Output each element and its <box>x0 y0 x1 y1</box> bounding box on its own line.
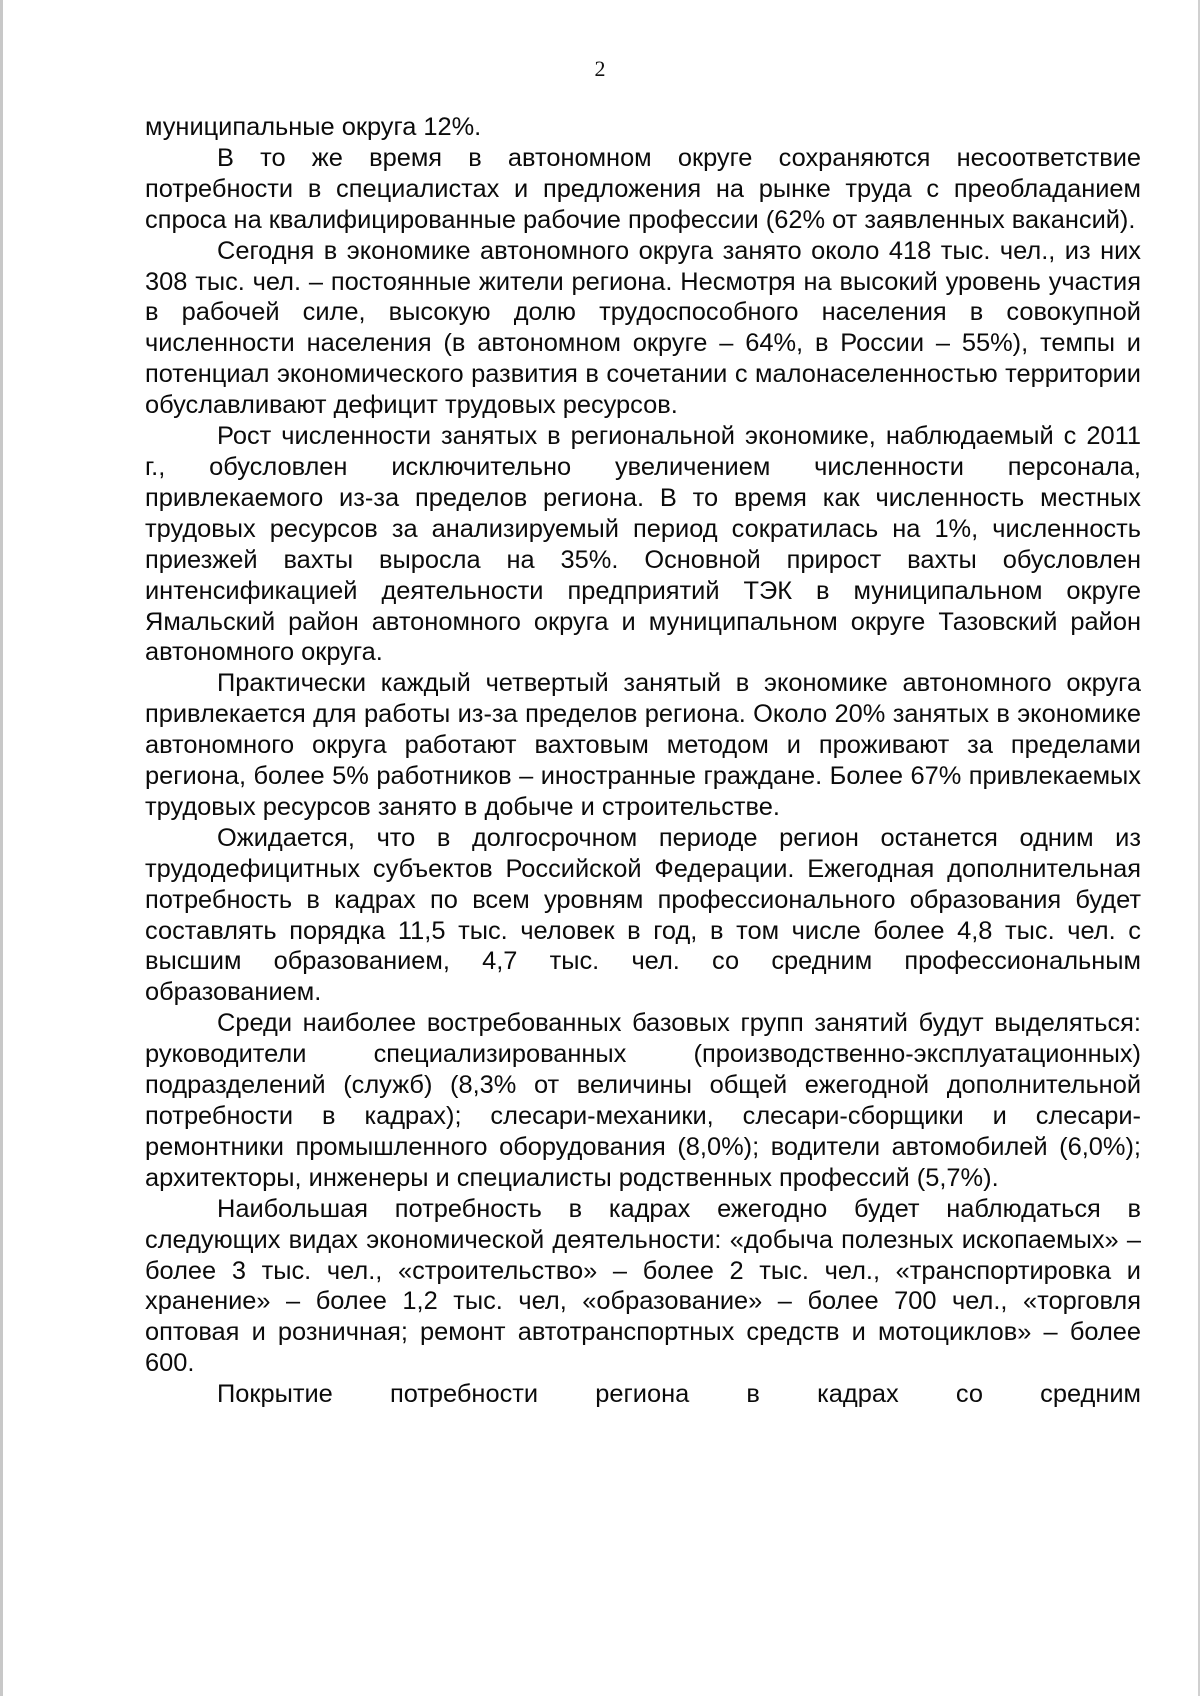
paragraph-economic-activities: Наибольшая потребность в кадрах ежегодно будет наблюдаться в следующих видах экономической деятельности: «добыча полезных ископаемых» – более 3 тыс. чел., «строительство» – более 2 тыс. чел., «транспортировка и хранение» – более 1,2 тыс. чел, «образование» – более 700 чел., «торговля оптовая и розничная; ремонт автотранспортных средств и мотоциклов» – более 600. <box>145 1194 1141 1378</box>
paragraph-long-term-forecast: Ожидается, что в долгосрочном периоде регион останется одним из трудодефицитных субъектов Российской Федерации. Ежегодная дополнительная потребность в кадрах по всем уровням профессионального образования будет составлять порядка 11,5 тыс. человек в год, в том числе более 4,8 тыс. чел. с высшим образованием, 4,7 тыс. чел. со средним профессиональным образованием. <box>145 823 1141 1007</box>
paragraph-labor-mismatch: В то же время в автономном округе сохраняются несоответствие потребности в специалистах и предложения на рынке труда с преобладанием спроса на квалифицированные рабочие профессии (62% от заявленных вакансий). <box>145 143 1141 234</box>
paragraph-employment-today: Сегодня в экономике автономного округа занято около 418 тыс. чел., из них 308 тыс. чел. – постоянные жители региона. Несмотря на высокий уровень участия в рабочей силе, высокую долю трудоспособного населения в совокупной численности населения (в автономном округе – 64%, в России – 55%), темпы и потенциал экономического развития в сочетании с малонаселенностью территории обуславливают дефицит трудовых ресурсов. <box>145 236 1141 420</box>
paragraph-continuation: муниципальные округа 12%. <box>145 113 482 141</box>
document-body <box>145 112 1141 1410</box>
paragraph-coverage-start: Покрытие потребности региона в кадрах со средним <box>217 1380 1141 1409</box>
paragraph-employment-growth: Рост численности занятых в региональной экономике, наблюдаемый с 2011 г., обусловлен исключительно увеличением численности персонала, привлекаемого из-за пределов региона. В то время как численность местных трудовых ресурсов за анализируемый период сократилась на 1%, численность приезжей вахты выросла на 35%. Основной прирост вахты обусловлен интенсификацией деятельности предприятий ТЭК в муниципальном округе Ямальский район автономного округа и муниципальном округе Тазовский район автономного округа. <box>145 422 1141 667</box>
page-left-edge <box>0 0 3 1696</box>
page-number: 2 <box>594 56 606 81</box>
paragraph-occupation-groups: Среди наиболее востребованных базовых групп занятий будут выделяться: руководители специализированных (производственно-эксплуатационных) подразделений (служб) (8,3% от величины общей ежегодной дополнительной потребности в кадрах); слесари-механики, слесари-сборщики и слесари-ремонтники промышленного оборудования (8,0%); водители автомобилей (6,0%); архитекторы, инженеры и специалисты родственных профессий (5,7%). <box>145 1009 1141 1192</box>
paragraph-attracted-workers: Практически каждый четвертый занятый в экономике автономного округа привлекается для работы из-за пределов региона. Около 20% занятых в экономике автономного округа работают вахтовым методом и проживают за пределами региона, более 5% работников – иностранные граждане. Более 67% привлекаемых трудовых ресурсов занято в добыче и строительстве. <box>145 669 1141 821</box>
